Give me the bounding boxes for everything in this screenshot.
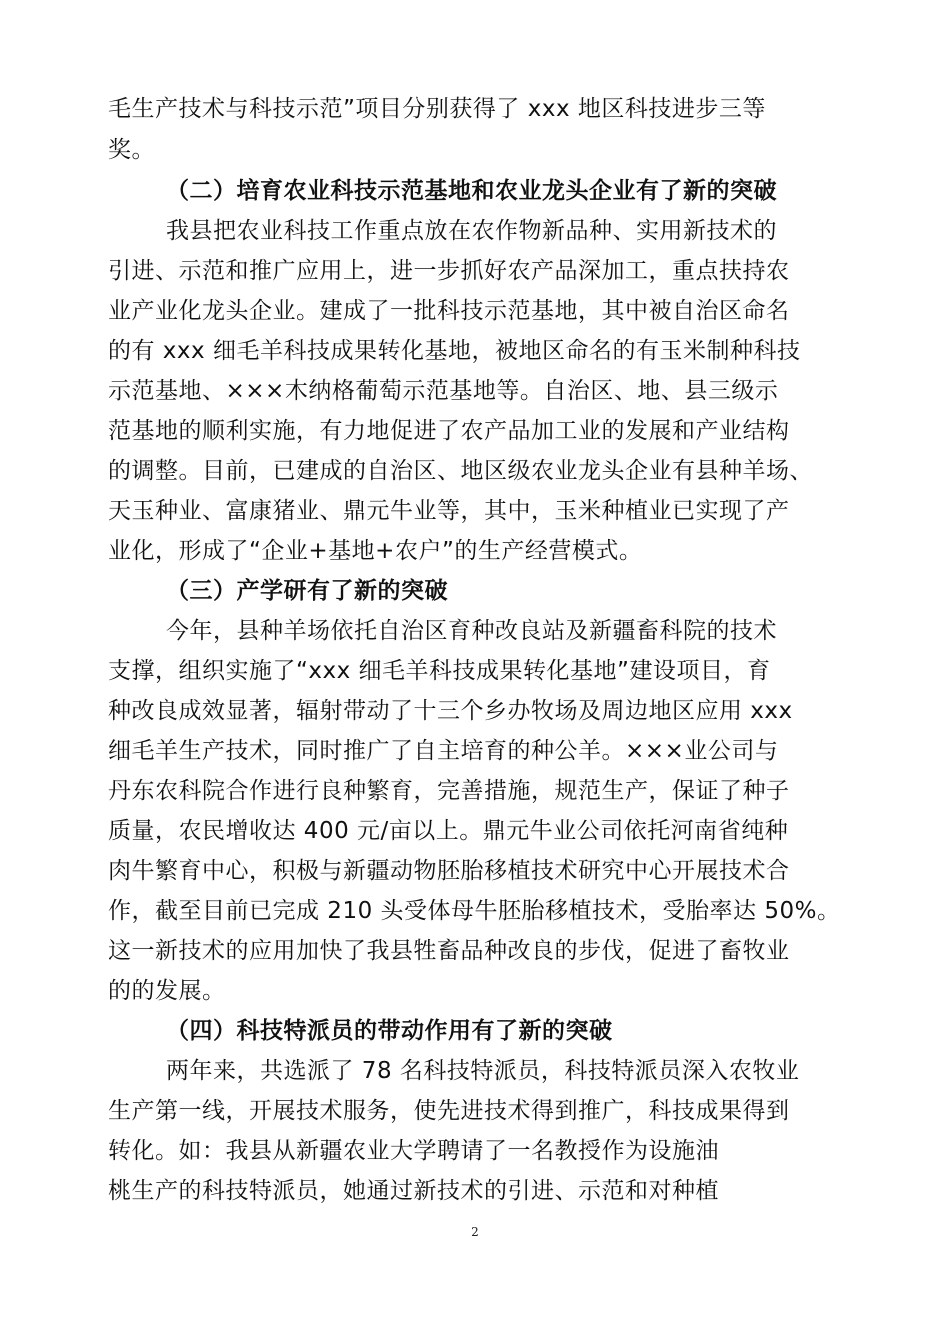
section-heading: （三）产学研有了新的突破 (166, 578, 448, 604)
text-line: 桃生产的科技特派员，她通过新技术的引进、示范和对种植 (108, 1178, 719, 1204)
text-line: 细毛羊生产技术，同时推广了自主培育的种公羊。×××业公司与 (108, 738, 779, 764)
paragraph-line: 我县把农业科技工作重点放在农作物新品种、实用新技术的 (166, 218, 777, 244)
text-line: 天玉种业、富康猪业、鼎元牛业等，其中，玉米种植业已实现了产 (108, 498, 790, 524)
text-line: 业产业化龙头企业。建成了一批科技示范基地，其中被自治区命名 (108, 298, 790, 324)
text-line: 业化，形成了“企业+基地+农户”的生产经营模式。 (108, 538, 643, 564)
text-line: 范基地的顺利实施，有力地促进了农产品加工业的发展和产业结构 (108, 418, 790, 444)
text-line: 引进、示范和推广应用上，进一步抓好农产品深加工，重点扶持农 (108, 258, 790, 284)
paragraph-line: 两年来，共选派了 78 名科技特派员，科技特派员深入农牧业 (166, 1058, 800, 1084)
text-line: 这一新技术的应用加快了我县牲畜品种改良的步伐，促进了畜牧业 (108, 938, 790, 964)
text-line: 的有 xxx 细毛羊科技成果转化基地，被地区命名的有玉米制种科技 (108, 338, 801, 364)
section-heading: （四）科技特派员的带动作用有了新的突破 (166, 1018, 613, 1044)
text-line: 转化。如：我县从新疆农业大学聘请了一名教授作为设施油 (108, 1138, 719, 1164)
text-line: 肉牛繁育中心，积极与新疆动物胚胎移植技术研究中心开展技术合 (108, 858, 790, 884)
text-line: 作，截至目前已完成 210 头受体母牛胚胎移植技术，受胎率达 50%。 (108, 898, 841, 924)
text-line: 的的发展。 (108, 978, 226, 1004)
text-line: 的调整。目前，已建成的自治区、地区级农业龙头企业有县种羊场、 (108, 458, 813, 484)
text-line: 毛生产技术与科技示范”项目分别获得了 xxx 地区科技进步三等 (108, 96, 766, 122)
text-line: 奖。 (108, 137, 155, 163)
page-number: 2 (471, 1225, 479, 1239)
text-line: 生产第一线，开展技术服务，使先进技术得到推广，科技成果得到 (108, 1098, 790, 1124)
text-line: 示范基地、×××木纳格葡萄示范基地等。自治区、地、县三级示 (108, 378, 779, 404)
text-line: 丹东农科院合作进行良种繁育，完善措施，规范生产，保证了种子 (108, 778, 790, 804)
text-line: 质量，农民增收达 400 元/亩以上。鼎元牛业公司依托河南省纯种 (108, 818, 789, 844)
text-line: 种改良成效显著，辐射带动了十三个乡办牧场及周边地区应用 xxx (108, 698, 793, 724)
text-line: 支撑，组织实施了“xxx 细毛羊科技成果转化基地”建设项目，育 (108, 658, 771, 684)
paragraph-line: 今年，县种羊场依托自治区育种改良站及新疆畜科院的技术 (166, 618, 777, 644)
section-heading: （二）培育农业科技示范基地和农业龙头企业有了新的突破 (166, 178, 777, 204)
